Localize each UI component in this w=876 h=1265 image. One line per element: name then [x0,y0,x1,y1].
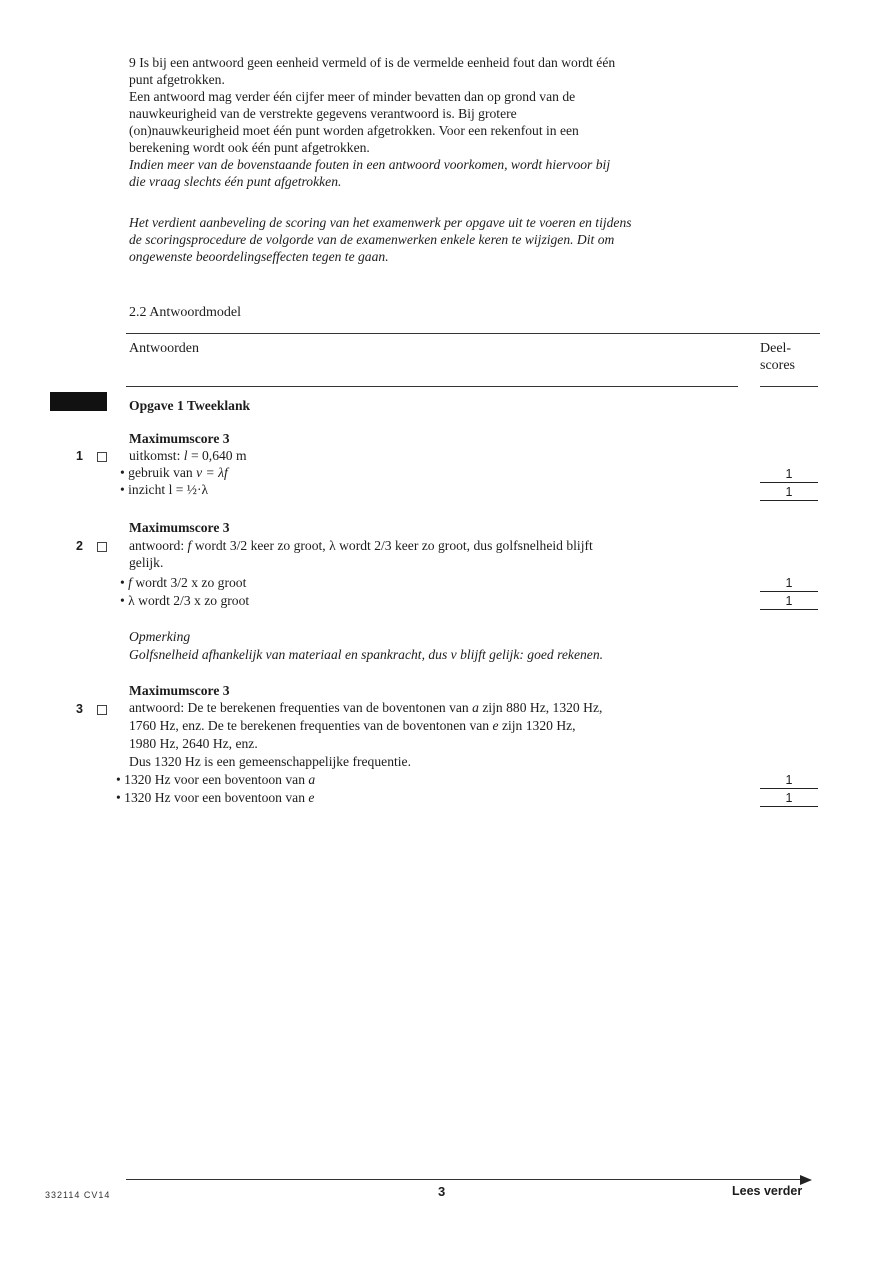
page-number: 3 [438,1184,446,1199]
q2-number: 2 [76,539,83,553]
scores-header-rule [760,386,818,387]
intro-line-3: Een antwoord mag verder één cijfer meer of minder bevatten dan op grond van de [129,89,576,104]
answers-column-header: Antwoorden [129,341,199,356]
q2-remark-text: Golfsnelheid afhankelijk van materiaal en spankracht, dus v blijft gelijk: goed rekenen. [129,647,604,662]
section-marker [50,392,107,411]
q3-score-1: 1 [760,773,818,789]
q2-maximumscore: Maximumscore 3 [129,520,230,535]
q3-score-2: 1 [760,791,818,807]
q2-checkbox-icon [97,542,107,552]
q2-bullet-2: • λ wordt 2/3 x zo groot [120,593,250,608]
q3-answer-line-2: 1760 Hz, enz. De te berekenen frequenties van de boventonen van e zijn 1320 Hz, [129,718,576,733]
header-bottom-rule [126,386,738,387]
q1-maximumscore: Maximumscore 3 [129,431,230,446]
scores-column-header [760,340,804,374]
intro-line-4: nauwkeurigheid van de verstrekte gegevens verantwoord is. Bij grotere [129,106,517,121]
intro-line-2: punt afgetrokken. [129,72,225,87]
q1-result: uitkomst: l = 0,640 m [129,448,247,463]
header-top-rule [126,333,820,334]
q2-score-1: 1 [760,576,818,592]
q1-score-2: 1 [760,485,818,501]
scoring-advice [129,214,749,265]
scores-header-line-2: scores [760,358,795,373]
intro-line-6: berekening wordt ook één punt afgetrokken. [129,140,370,155]
q1-bullet-1: • gebruik van v = λf [120,465,228,480]
continue-label: Lees verder [732,1184,803,1198]
advice-line-1: Het verdient aanbeveling de scoring van het examenwerk per opgave uit te voeren en tijdens [129,215,632,230]
intro-line-1: 9 Is bij een antwoord geen eenheid vermeld of is de vermelde eenheid fout dan wordt één [129,55,616,70]
advice-line-2: de scoringsprocedure de volgorde van de examenwerken enkele keren te wijzigen. Dit om [129,232,615,247]
q2-answer-line-2: gelijk. [129,555,164,570]
q3-checkbox-icon [97,705,107,715]
footer-code: 332114 CV14 [45,1190,111,1200]
q3-answer-line-4: Dus 1320 Hz is een gemeenschappelijke frequentie. [129,754,411,769]
q3-maximumscore: Maximumscore 3 [129,683,230,698]
q3-bullet-2: • 1320 Hz voor een boventoon van e [116,790,315,805]
intro-rules [129,54,749,190]
q2-remark-title: Opmerking [129,629,191,644]
q1-bullet-2: • inzicht l = ½·λ [120,482,209,497]
advice-line-3: ongewenste beoordelingseffecten tegen te gaan. [129,249,389,264]
q3-answer-line-3: 1980 Hz, 2640 Hz, enz. [129,736,258,751]
q1-number: 1 [76,449,83,463]
intro-line-5: (on)nauwkeurigheid moet één punt worden afgetrokken. Voor een rekenfout in een [129,123,579,138]
q3-bullet-1: • 1320 Hz voor een boventoon van a [116,772,316,787]
scores-header-line-1: Deel- [760,341,792,356]
q3-number: 3 [76,702,83,716]
q2-score-2: 1 [760,594,818,610]
opgave-title: Opgave 1 Tweeklank [129,398,251,413]
q1-score-1: 1 [760,467,818,483]
q3-answer-line-1: antwoord: De te berekenen frequenties van de boventonen van a zijn 880 Hz, 1320 Hz, [129,700,603,715]
q1-checkbox-icon [97,452,107,462]
intro-line-7: Indien meer van de bovenstaande fouten in een antwoord voorkomen, wordt hiervoor bij [129,157,611,172]
intro-line-8: die vraag slechts één punt afgetrokken. [129,174,342,189]
section-title: 2.2 Antwoordmodel [129,305,241,320]
q2-bullet-1: • f wordt 3/2 x zo groot [120,575,247,590]
q2-answer-line-1: antwoord: f wordt 3/2 keer zo groot, λ wordt 2/3 keer zo groot, dus golfsnelheid blijft [129,538,593,553]
footer-rule [126,1179,802,1180]
